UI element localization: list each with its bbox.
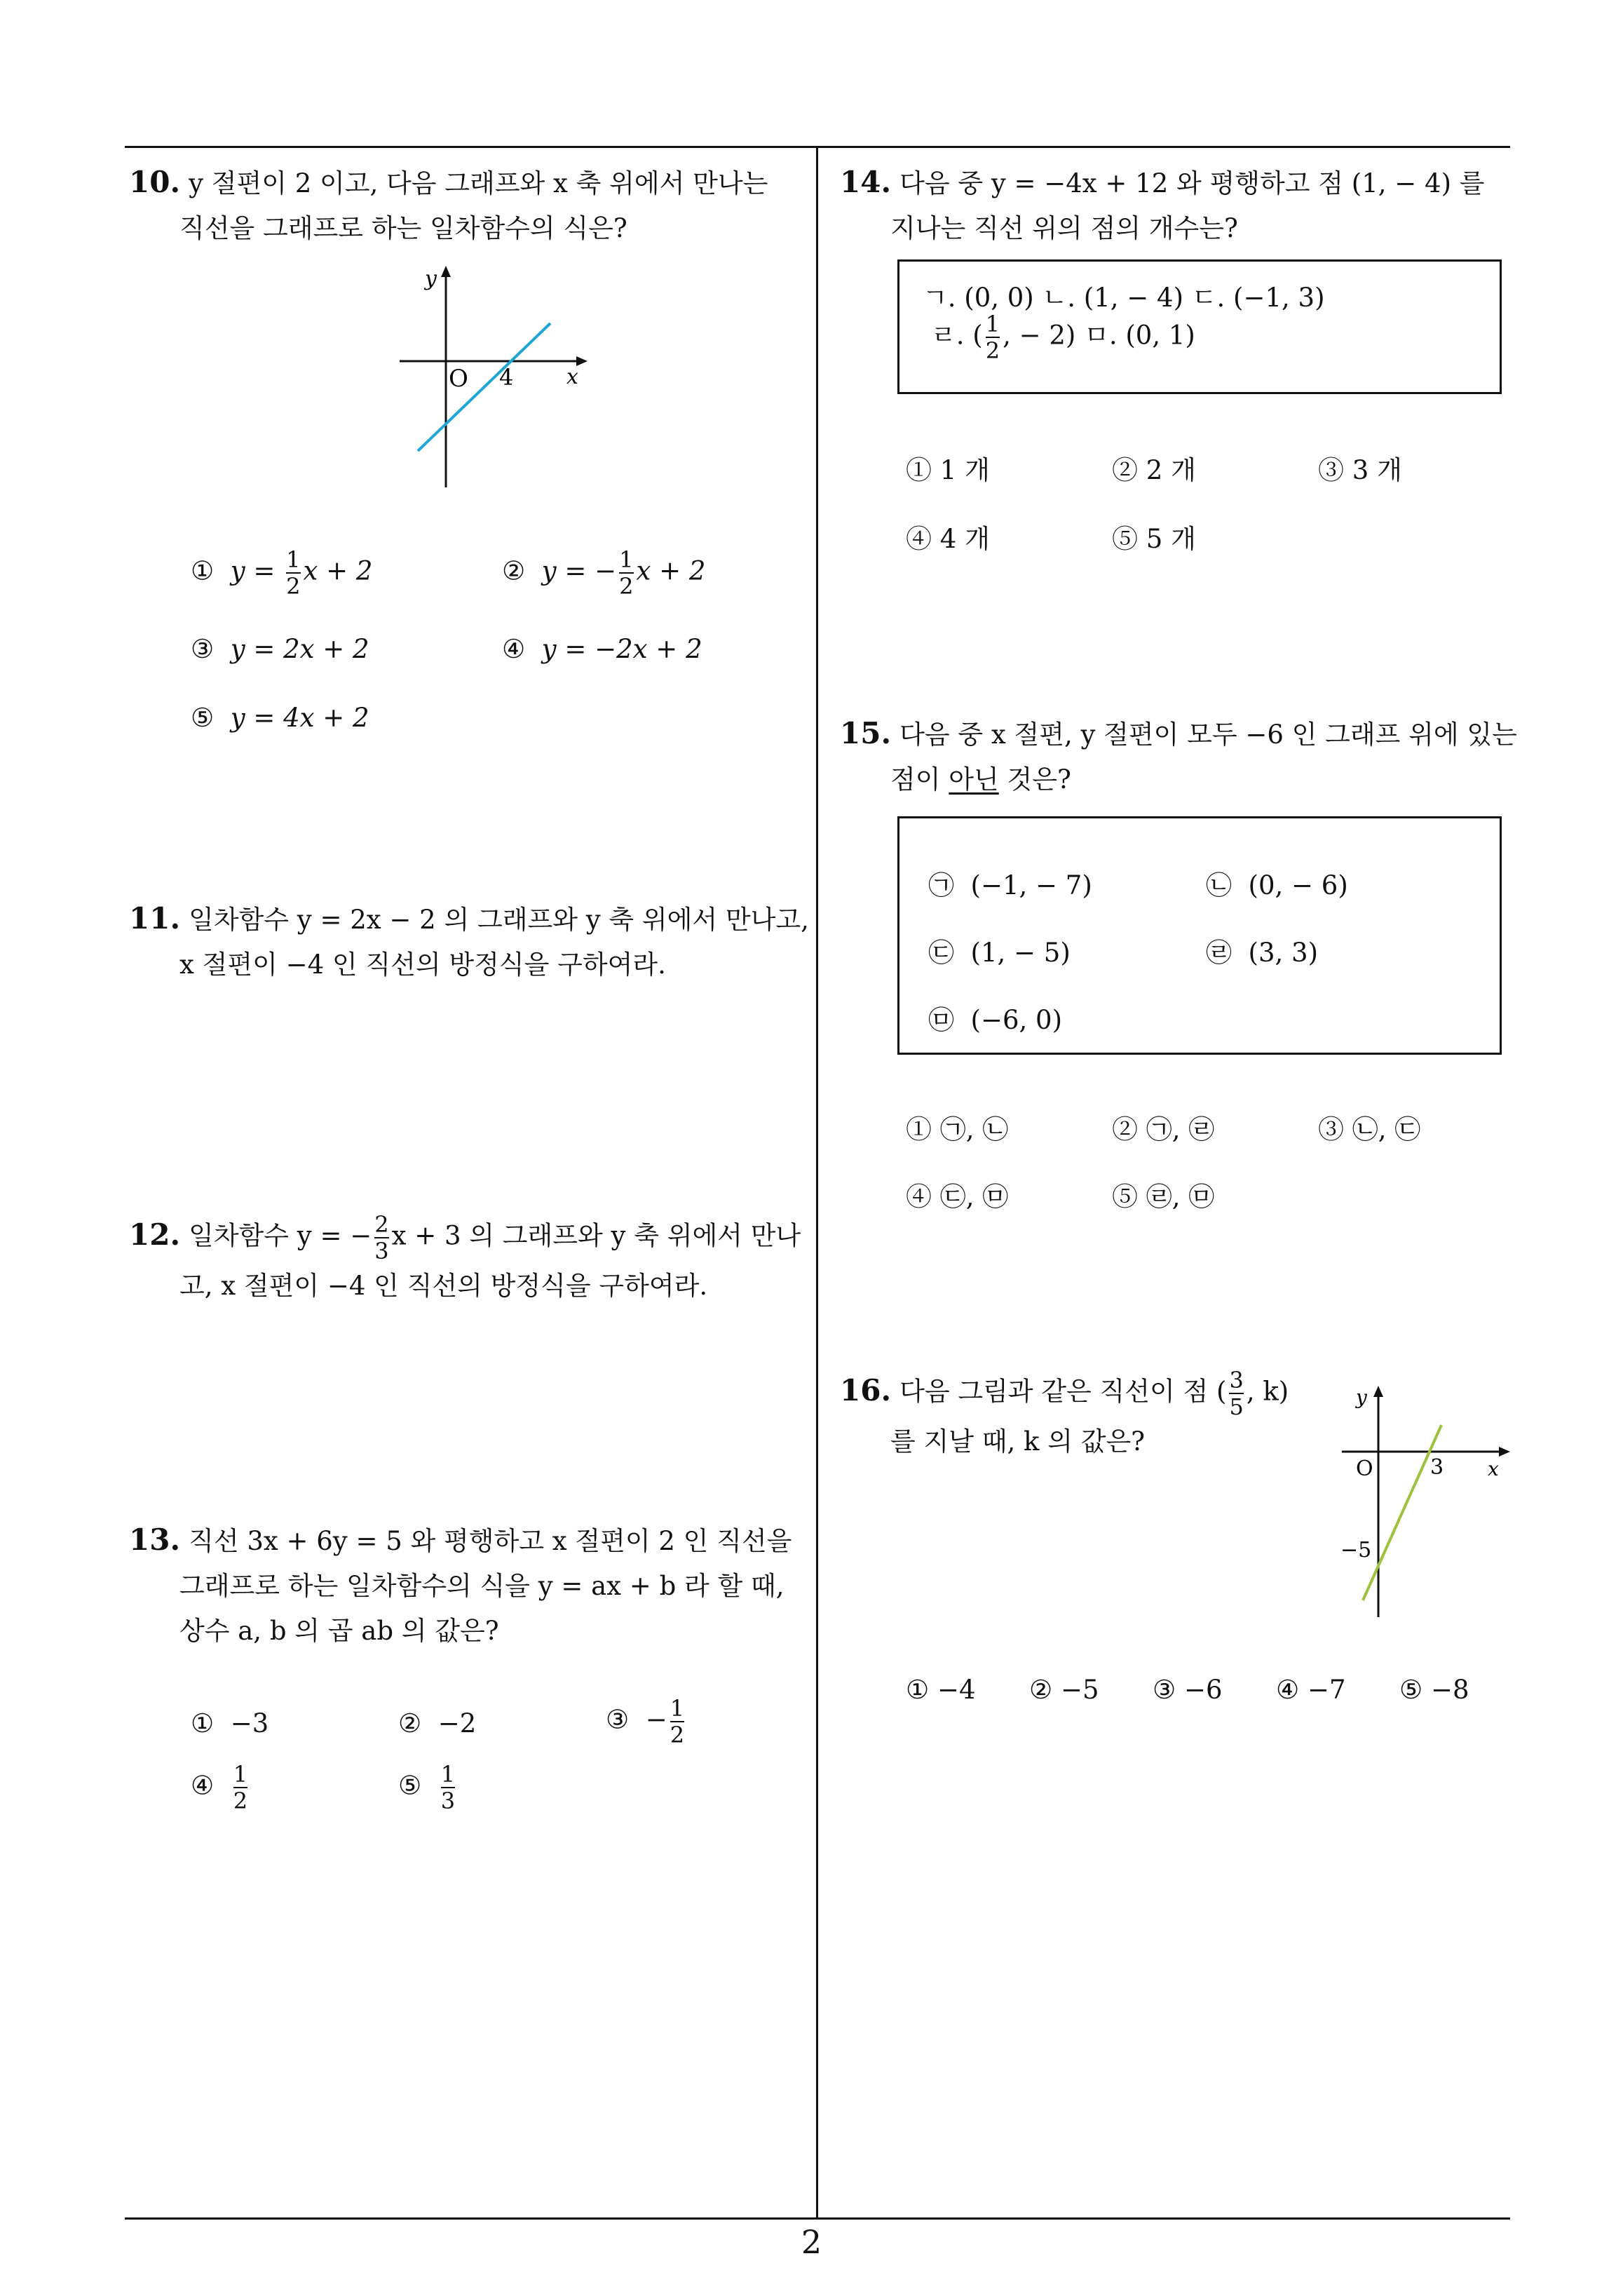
box-item	[928, 999, 1062, 1036]
item-text: (−6, 0)	[970, 1005, 1063, 1035]
choice-mark: ②	[1112, 455, 1138, 485]
x-axis-label: x	[566, 365, 578, 389]
question-text: x 절편이 −4 인 직선의 방정식을 구하여라.	[179, 950, 666, 980]
question-text: 직선을 그래프로 하는 일차함수의 식은?	[179, 213, 627, 243]
question-number: 11.	[129, 901, 181, 936]
y-axis-label: y	[1356, 1386, 1367, 1409]
item-text: (0, − 6)	[1248, 870, 1348, 900]
choice-text: y = 4x + 2	[230, 703, 369, 733]
choice-mark: ①	[906, 1675, 930, 1705]
question-text: 그래프로 하는 일차함수의 식을 y = ax + b 라 할 때,	[179, 1571, 785, 1601]
numerator: 1	[286, 546, 301, 573]
choice-text: y =	[230, 555, 284, 586]
question-text: 직선 3x + 6y = 5 와 평행하고 x 절편이 2 인 직선을	[189, 1526, 792, 1556]
column-divider	[816, 146, 818, 2219]
box-item	[928, 864, 1092, 902]
numerator: 1	[619, 546, 634, 573]
choice-text: −5	[1060, 1675, 1099, 1705]
numerator: 2	[374, 1211, 389, 1238]
question-10	[129, 160, 768, 251]
choice-mark: ④	[1276, 1675, 1300, 1705]
choice-2[interactable]	[398, 1708, 476, 1738]
choice-mark: ③	[191, 634, 215, 664]
question-text: 를 지날 때, k 의 값은?	[890, 1426, 1146, 1457]
choice-mark: ②	[502, 555, 526, 586]
question-text: 다음 중 y = −4x + 12 와 평행하고 점 (1, − 4) 를	[899, 168, 1485, 198]
denominator: 2	[619, 573, 634, 600]
item-mark: ㉢	[928, 938, 954, 968]
fraction	[1229, 1368, 1243, 1419]
x-tick-label: 4	[499, 364, 514, 391]
question-text: 일차함수 y = −	[189, 1220, 372, 1251]
denominator: 5	[1229, 1393, 1244, 1420]
question-text: 지나는 직선 위의 점의 개수는?	[890, 213, 1238, 243]
x-tick-label: 3	[1430, 1455, 1444, 1480]
numerator: 1	[670, 1695, 685, 1722]
fraction	[986, 311, 1000, 363]
question-text: , k)	[1246, 1376, 1289, 1407]
denominator: 3	[440, 1788, 456, 1814]
choice-5[interactable]	[191, 703, 369, 733]
choice-text: x + 2	[303, 555, 373, 586]
choice-mark: ④	[191, 1770, 215, 1801]
box-line: ㄱ. (0, 0) ㄴ. (1, − 4) ㄷ. (−1, 3)	[923, 283, 1325, 313]
numerator: 3	[1229, 1367, 1244, 1393]
q10-graph	[379, 263, 603, 494]
denominator: 2	[985, 337, 1000, 364]
item-mark: ㉡	[1206, 870, 1232, 900]
box-text: ㄹ. (	[931, 320, 983, 351]
choice-mark: ①	[191, 1708, 215, 1738]
question-text: 점이	[890, 764, 949, 795]
choice-4[interactable]	[906, 1175, 1008, 1213]
q16-graph	[1332, 1382, 1514, 1627]
choice-1[interactable]	[191, 547, 372, 599]
choice-text: y = −	[541, 555, 617, 586]
choice-mark: ②	[1029, 1675, 1053, 1705]
y-axis-arrow	[441, 266, 451, 277]
numerator: 1	[233, 1761, 248, 1788]
choice-4[interactable]	[502, 634, 702, 664]
y-tick-label: −5	[1340, 1538, 1372, 1562]
choice-5[interactable]	[1112, 1175, 1214, 1213]
graph-line	[418, 323, 550, 451]
choice-text: −3	[230, 1708, 269, 1738]
choice-1[interactable]	[906, 1108, 1008, 1146]
item-text: (1, − 5)	[970, 938, 1071, 968]
choice-mark: ⑤	[1112, 524, 1138, 554]
page-number: 2	[801, 2223, 822, 2261]
choice-text: 1 개	[939, 455, 990, 485]
choice-mark: ③	[1153, 1675, 1176, 1705]
item-text: (−1, − 7)	[970, 870, 1092, 900]
question-text: 상수 a, b 의 곱 ab 의 값은?	[179, 1616, 499, 1646]
question-number: 10.	[129, 165, 181, 199]
choice-mark: ③	[606, 1704, 630, 1735]
item-mark: ㉣	[1206, 938, 1232, 968]
question-14	[840, 160, 1485, 251]
choice-mark: ④	[906, 1182, 932, 1212]
question-number: 16.	[840, 1372, 892, 1407]
question-number: 14.	[840, 165, 892, 199]
question-13	[129, 1518, 792, 1654]
choice-2[interactable]	[1112, 449, 1196, 487]
box-item	[928, 931, 1071, 969]
origin-label: O	[449, 365, 468, 393]
choice-text: −2	[437, 1708, 477, 1738]
question-11	[129, 896, 809, 987]
choice-text: 4 개	[939, 524, 990, 554]
choice-text: −7	[1307, 1675, 1346, 1705]
box-item	[1206, 931, 1318, 969]
bottom-rule	[125, 2217, 1510, 2220]
choice-4[interactable]	[191, 1762, 250, 1814]
box-item	[1206, 864, 1348, 902]
choice-text: 2 개	[1146, 455, 1196, 485]
choice-mark: ④	[502, 634, 526, 664]
question-16	[840, 1368, 1289, 1464]
question-text: 일차함수 y = 2x − 2 의 그래프와 y 축 위에서 만나고,	[189, 905, 809, 935]
choice-mark: ②	[398, 1708, 422, 1738]
choice-text: −	[645, 1704, 667, 1735]
choice-1[interactable]	[906, 1675, 975, 1705]
choice-text: −4	[937, 1675, 976, 1705]
choice-3[interactable]	[1153, 1675, 1222, 1705]
fraction	[233, 1762, 247, 1814]
choice-3[interactable]	[606, 1696, 687, 1748]
origin-label: O	[1356, 1457, 1373, 1481]
question-number: 12.	[129, 1217, 181, 1252]
choice-text: ㉢, ㉤	[939, 1182, 1009, 1212]
choice-text: ㉣, ㉤	[1146, 1182, 1215, 1212]
choice-mark: ⑤	[1399, 1675, 1423, 1705]
box-line	[931, 311, 1195, 363]
question-text: 다음 중 x 절편, y 절편이 모두 −6 인 그래프 위에 있는	[899, 720, 1517, 750]
question-text: 다음 그림과 같은 직선이 점 (	[899, 1376, 1227, 1407]
choice-text: ㉡, ㉢	[1352, 1114, 1421, 1144]
choice-3[interactable]	[1318, 449, 1402, 487]
emphasis-underline: 아닌	[949, 764, 999, 795]
y-axis-label: y	[425, 266, 437, 291]
choice-3[interactable]	[191, 634, 369, 664]
item-mark: ㉤	[928, 1005, 954, 1035]
fraction	[670, 1696, 684, 1748]
choice-2[interactable]	[1029, 1675, 1099, 1705]
choice-text: ㉠, ㉣	[1146, 1114, 1215, 1144]
choice-mark: ①	[191, 555, 215, 586]
choice-text: x + 2	[636, 555, 706, 586]
question-15	[840, 711, 1517, 802]
question-text: x + 3 의 그래프와 y 축 위에서 만나	[391, 1220, 801, 1251]
fraction	[441, 1762, 455, 1814]
choice-mark: ①	[906, 455, 932, 485]
choice-text: 5 개	[1146, 524, 1196, 554]
numerator: 1	[440, 1761, 456, 1788]
choice-mark: ①	[906, 1114, 932, 1144]
choice-text: y = 2x + 2	[230, 634, 369, 664]
choice-mark: ③	[1318, 455, 1344, 485]
denominator: 3	[374, 1238, 389, 1264]
choice-text: 3 개	[1352, 455, 1402, 485]
choice-mark: ④	[906, 524, 932, 554]
question-text: 것은?	[998, 764, 1071, 795]
question-number: 15.	[840, 716, 892, 750]
choice-4[interactable]	[1276, 1675, 1345, 1705]
choice-mark: ⑤	[1112, 1182, 1138, 1212]
item-text: (3, 3)	[1248, 938, 1319, 968]
choice-text: −8	[1430, 1675, 1469, 1705]
box-text: , − 2) ㅁ. (0, 1)	[1003, 320, 1195, 351]
choice-5[interactable]	[1399, 1675, 1469, 1705]
x-axis-label: x	[1488, 1457, 1499, 1480]
choice-2[interactable]	[502, 547, 705, 599]
numerator: 1	[985, 311, 1000, 337]
choice-3[interactable]	[1318, 1108, 1420, 1146]
y-axis-arrow	[1373, 1386, 1383, 1397]
choice-1[interactable]	[191, 1708, 269, 1738]
choice-mark: ③	[1318, 1114, 1344, 1144]
choice-mark: ⑤	[398, 1770, 422, 1801]
choice-text: y = −2x + 2	[541, 634, 702, 664]
choice-text: −6	[1183, 1675, 1223, 1705]
denominator: 2	[286, 573, 301, 600]
fraction	[286, 547, 300, 599]
choice-1[interactable]	[906, 449, 990, 487]
question-text: y 절편이 2 이고, 다음 그래프와 x 축 위에서 만나는	[189, 168, 768, 198]
fraction	[374, 1212, 388, 1264]
question-text: 고, x 절편이 −4 인 직선의 방정식을 구하여라.	[179, 1271, 708, 1301]
question-12	[129, 1212, 801, 1309]
choice-text: ㉠, ㉡	[939, 1114, 1009, 1144]
item-mark: ㉠	[928, 870, 954, 900]
choice-4[interactable]	[906, 518, 990, 555]
choice-mark: ②	[1112, 1114, 1138, 1144]
denominator: 2	[233, 1788, 248, 1814]
x-axis-arrow	[1499, 1447, 1510, 1457]
fraction	[619, 547, 633, 599]
choice-2[interactable]	[1112, 1108, 1214, 1146]
denominator: 2	[670, 1722, 685, 1748]
choice-mark: ⑤	[191, 703, 215, 733]
question-number: 13.	[129, 1522, 181, 1557]
choice-5[interactable]	[398, 1762, 458, 1814]
choice-5[interactable]	[1112, 518, 1196, 555]
